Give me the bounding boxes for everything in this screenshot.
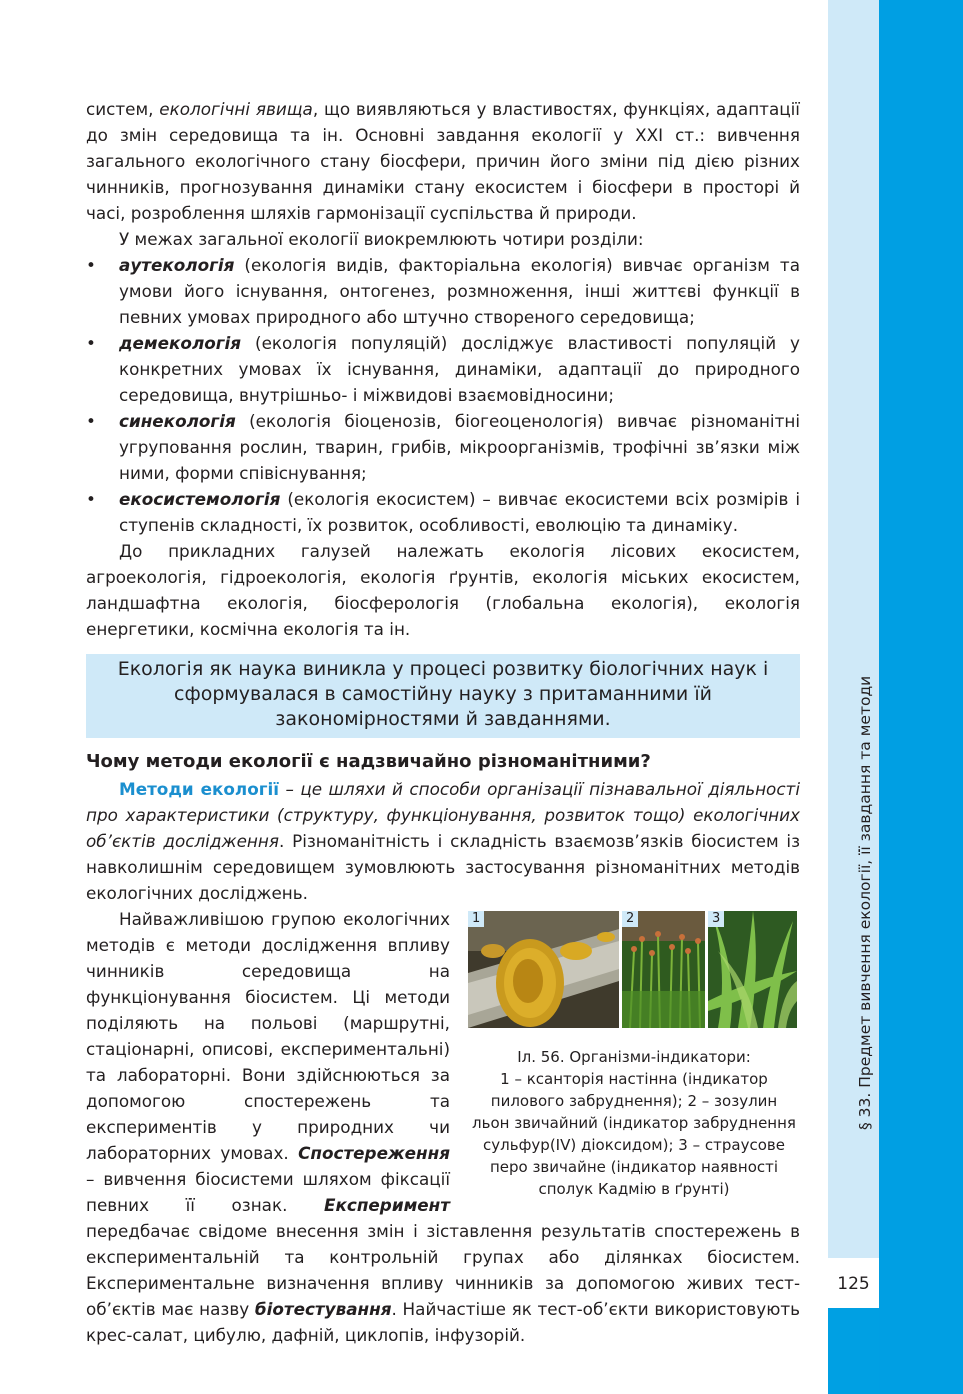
photo-number: 2: [622, 911, 638, 927]
lichen-photo: [468, 911, 619, 1028]
figure-photos: [468, 911, 800, 1028]
section-heading: Чому методи екології є надзвичайно різноманітними?: [86, 751, 651, 772]
paragraph-methods-definition: Методи екології – це шляхи й способи організації пізнавальної діяльності про характеристики (структуру, функціонування, розвиток тощо) екологічних об’єктів дослідження. Різноманітність і складність взаємозв’язків біосистем із навколишнім середовищем зумовлюють застосування різноманітних методів екологічних досліджень.: [86, 779, 800, 903]
key-idea-box: Екологія як наука виникла у процесі розвитку біологічних наук і сформувалася в самостійну науку з притаманними їй закономірностями й завданнями.: [86, 654, 800, 738]
figure-caption: Іл. 56. Організми-індикатори: 1 – ксанторія настінна (індикатор пилового забруднення); 2 – зозулин льон звичайний (індикатор забруднення сульфур(IV) діоксидом); 3 – страусове перо звичайне (індикатор наявності сполук Кадмію в ґрунті): [472, 1048, 796, 1198]
list-item: • демекологія (екологія популяцій) досліджує властивості популяцій у конкретних умовах їх існування, динаміки, адаптації до природного середовища, внутрішньо- і міжвидові взаємовідносини;: [86, 333, 800, 405]
sections-list: [86, 252, 800, 538]
paragraph-intro: систем, екологічні явища, що виявляються у властивостях, функціях, адаптації до змін середовища та ін. Основні завдання екології у XXI ст.: вивчення загального екологічного стану біосфери, причин його зміни під дією різних чинників, прогнозування динаміки стану екосистем і біосфери в просторі й часі, розроблення шляхів гармонізації суспільства й природи.: [86, 99, 800, 223]
paragraph-methods-groups: Найважливішою групою екологічних методів є методи дослідження впливу чинників середовища на функціонування біосистем. Ці методи поділяють на польові (маршрутні, стаціонарні, описові, експериментальні) та лабораторні. Вони здійснюються за допомогою спостережень та експериментів у природних чи лабораторних умовах. Спостереження – вивчення біосистеми шляхом фіксації певних її ознак. Експеримент передбачає свідоме внесення змін і зіставлення результатів спостережень в експериментальній та контрольній групах або ділянках біосистем. Експериментальне визначення впливу чинників за допомогою живих тест-об’єктів має назву біотестування. Найчастіше як тест-об’єкти використовують крес-салат, цибулю, дафній, циклопів, інфузорій.: [86, 909, 800, 1345]
moss-illustration: [622, 911, 705, 1028]
page-number: 125: [837, 1274, 870, 1294]
list-item: • синекологія (екологія біоценозів, біогеоценологія) вивчає різноманітні угруповання рослин, тварин, грибів, мікроорганізмів, трофічні зв’язки між ними, форми співіснування;: [86, 411, 800, 483]
running-head: § 33. Предмет вивчення екології, її завдання та методи: [856, 675, 874, 1130]
moss-photo: [622, 911, 705, 1028]
photo-number: 3: [708, 911, 724, 927]
sidebar-dark-stripe: [879, 0, 963, 1394]
page-content: [86, 96, 800, 1348]
list-item: • екосистемологія (екологія екосистем) – вивчає екосистеми всіх розмірів і ступенів складності, їх розвиток, особливості, еволюцію та динаміку.: [86, 489, 800, 535]
paragraph-sections-intro: У межах загальної екології виокремлюють чотири розділи:: [119, 229, 644, 249]
lichen-illustration: [468, 911, 619, 1028]
fern-photo: [708, 911, 797, 1028]
paragraph-applied-branches: До прикладних галузей належать екологія лісових екосистем, агроекологія, гідроекологія, екологія ґрунтів, екологія міських екосистем, ландшафтна екологія, біосферологія (глобальна екологія), екологія енергетики, космічна екологія та ін.: [86, 541, 800, 639]
list-item: • аутекологія (екологія видів, факторіальна екологія) вивчає організм та умови його існування, онтогенез, розмноження, інші життєві функції в певних умовах природного або штучно створеного середовища;: [86, 255, 800, 327]
fern-illustration: [708, 911, 797, 1028]
figure-indicator-organisms: [468, 911, 800, 1200]
photo-number: 1: [468, 911, 484, 927]
